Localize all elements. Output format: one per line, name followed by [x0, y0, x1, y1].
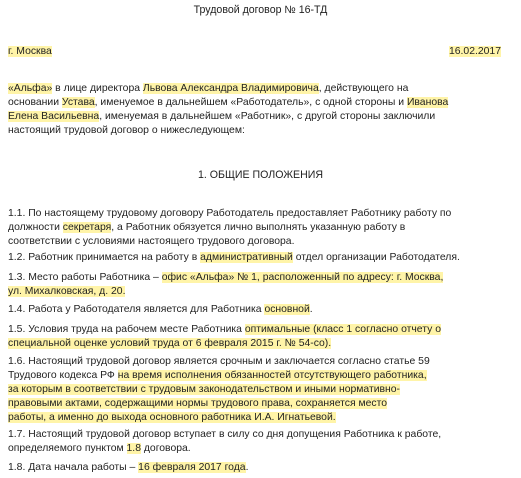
preamble-text: , именуемое в дальнейшем «Работодатель», с одной стороны и [94, 97, 407, 108]
term-condition: правовыми актами, содержащими нормы трудового права, сохраняется место [8, 398, 388, 409]
employee-surname: Иванова [406, 97, 449, 108]
clause-1-8 [8, 461, 513, 475]
clause-line: 1.7. Настоящий трудовой договор вступает в силу со дня допущения Работника к работе, [8, 429, 442, 440]
workplace-address: ул. Михалковская, д. 20. [8, 286, 126, 297]
preamble [8, 82, 478, 138]
preamble-text: , именуемая в дальнейшем «Работник», с другой стороны заключили [99, 111, 436, 122]
preamble-line [8, 110, 478, 124]
clause-line [8, 383, 513, 397]
work-type: основной [264, 304, 310, 315]
clause-text: договора. [140, 443, 191, 454]
preamble-line: настоящий трудовой договор о нижеследующем: [8, 125, 245, 136]
clause-line [8, 442, 513, 456]
workplace-address: офис «Альфа» № 1, расположенный по адресу: г. Москва, [161, 272, 444, 283]
preamble-text: основании [8, 97, 62, 108]
clause-1-2 [8, 251, 513, 265]
clause-line [8, 337, 513, 351]
clause-1-1 [8, 207, 513, 249]
term-condition: работы, а именно до выхода основного работника И.А. Игнатьевой. [8, 412, 336, 423]
preamble-line [8, 96, 478, 110]
clause-text: определяемого пунктом [8, 443, 127, 454]
city-value: г. Москва [8, 46, 52, 57]
preamble-line [8, 82, 478, 96]
contract-date [449, 45, 501, 59]
clause-reference: 1.8 [126, 443, 141, 454]
clause-line [8, 411, 513, 425]
clause-line: 1.6. Настоящий трудовой договор является срочным и заключается согласно статье 59 [8, 356, 430, 367]
clause-1-4 [8, 303, 513, 317]
clause-text: должности [8, 222, 63, 233]
working-conditions: оптимальные (класс 1 согласно отчету о [244, 324, 441, 335]
basis-document: Устава [61, 97, 95, 108]
clause-text: , а Работник обязуется лично выполнять указанную работу в [111, 222, 406, 233]
clause-line: 1.1. По настоящему трудовому договору Работодатель предоставляет Работнику работу по [8, 208, 452, 219]
clause-line [8, 323, 513, 337]
director-name: Львова Александра Владимировича [142, 83, 319, 94]
clause-1-6 [8, 355, 513, 425]
clause-text: 1.4. Работа у Работодателя является для Работника [8, 304, 265, 315]
preamble-text: , действующего на [318, 83, 409, 94]
term-condition: на время исполнения обязанностей отсутствующего работника, [117, 370, 427, 381]
position-name: секретаря [62, 222, 112, 233]
clause-1-7 [8, 428, 513, 456]
employer-name: «Альфа» [8, 83, 53, 94]
section-heading: 1. ОБЩИЕ ПОЛОЖЕНИЯ [198, 169, 323, 181]
clause-text: 1.3. Место работы Работника – [8, 272, 162, 283]
clause-text: . [309, 304, 313, 315]
term-condition: за которым в соответствии с трудовым законодательством и иными нормативно- [8, 384, 401, 395]
clause-line [8, 303, 513, 317]
clause-text: Трудового кодекса РФ [8, 370, 118, 381]
clause-line [8, 221, 513, 235]
clause-line [8, 251, 513, 265]
clause-text: 1.5. Условия труда на рабочем месте Работника [8, 324, 245, 335]
clause-line: соответствии с условиями настоящего трудового договора. [8, 236, 295, 247]
date-value: 16.02.2017 [448, 46, 501, 57]
clause-text: отдел организации Работодателя. [292, 252, 460, 263]
start-date: 16 февраля 2017 года [138, 462, 246, 473]
clause-line [8, 285, 513, 299]
clause-line [8, 369, 513, 383]
clause-1-5 [8, 323, 513, 351]
clause-line [8, 271, 513, 285]
document-title: Трудовой договор № 16-ТД [193, 4, 328, 16]
clause-text: 1.2. Работник принимается на работу в [8, 252, 201, 263]
clause-text: 1.8. Дата начала работы – [8, 462, 139, 473]
clause-text: . [245, 462, 249, 473]
city [8, 45, 52, 59]
clause-line [8, 461, 513, 475]
employee-name: Елена Васильевна [8, 111, 100, 122]
preamble-text: в лице директора [52, 83, 143, 94]
department-name: административный [200, 252, 293, 263]
clause-line [8, 397, 513, 411]
clause-1-3 [8, 271, 513, 299]
working-conditions: специальной оценке условий труда от 6 февраля 2015 г. № 54-со). [8, 338, 332, 349]
